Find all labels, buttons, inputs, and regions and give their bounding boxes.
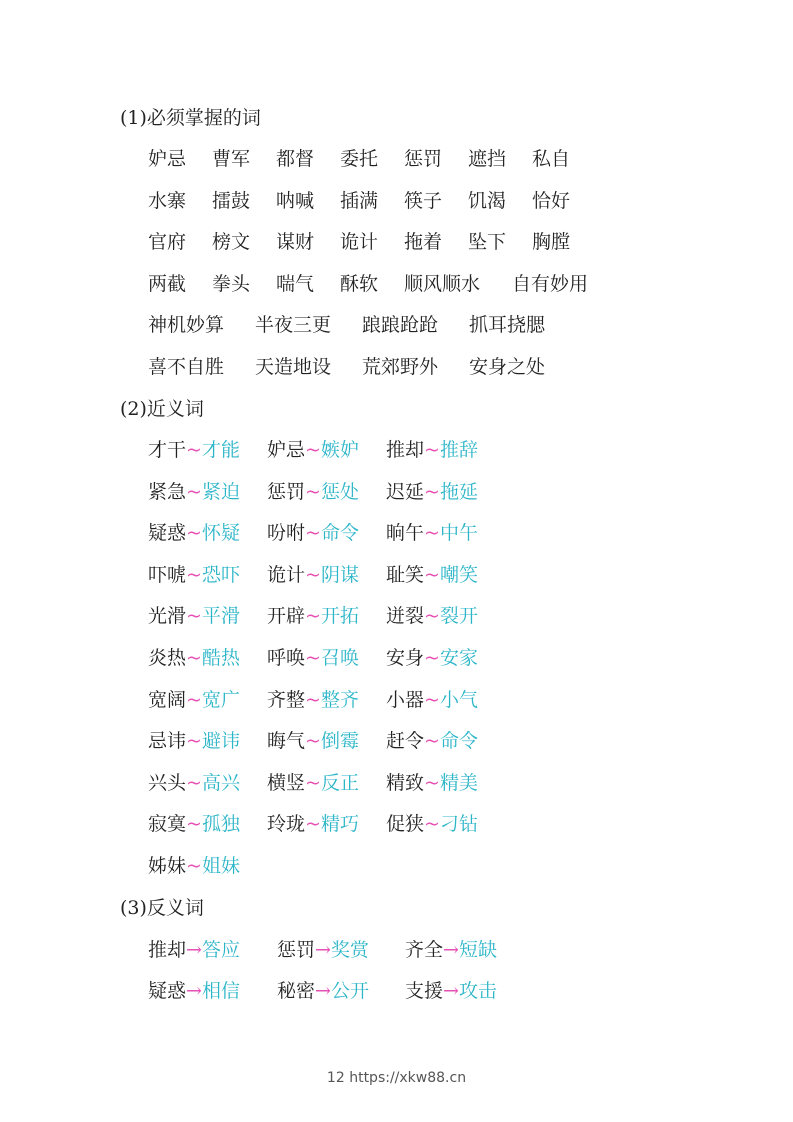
- synonym-pair: [386, 688, 478, 712]
- pair-separator: ~: [305, 439, 321, 461]
- vocab-word: 诡计: [340, 231, 379, 253]
- pair-answer: 惩处: [320, 481, 359, 503]
- pair-separator: ~: [186, 772, 202, 794]
- pair-answer: 整齐: [320, 689, 359, 711]
- vocab-word: 筷子: [404, 190, 443, 212]
- pair-answer: 拖延: [439, 481, 478, 503]
- pair-separator: ~: [305, 730, 321, 752]
- synonym-pair: [148, 729, 240, 753]
- pair-word: 吓唬: [148, 564, 187, 586]
- pair-answer: 精巧: [320, 813, 359, 835]
- pair-answer: 召唤: [320, 647, 359, 669]
- pair-separator: ~: [424, 481, 440, 503]
- pair-answer: 安家: [439, 647, 478, 669]
- pair-answer: 答应: [201, 939, 240, 961]
- synonym-pair: [386, 604, 478, 628]
- pair-separator: →: [443, 939, 459, 961]
- vocab-word: 插满: [340, 190, 379, 212]
- vocab-word: 水寨: [148, 190, 187, 212]
- pair-word: 横竖: [267, 772, 306, 794]
- pair-answer: 裂开: [439, 605, 478, 627]
- pair-word: 宽阔: [148, 689, 187, 711]
- pair-separator: ~: [186, 439, 202, 461]
- vocab-word: 曹军: [212, 148, 251, 170]
- vocab-word: 自有妙用: [512, 273, 589, 295]
- vocab-word: 两截: [148, 273, 187, 295]
- pair-answer: 奖赏: [330, 939, 369, 961]
- pair-word: 齐全: [405, 939, 444, 961]
- vocab-word: 半夜三更: [255, 314, 332, 336]
- pair-separator: →: [443, 980, 459, 1002]
- synonym-pair: [148, 563, 240, 587]
- pair-separator: ~: [424, 439, 440, 461]
- synonym-pair: [386, 812, 478, 836]
- pair-word: 惩罚: [277, 939, 316, 961]
- pair-word: 支援: [405, 980, 444, 1002]
- pair-word: 推却: [386, 439, 425, 461]
- pair-word: 疑惑: [148, 522, 187, 544]
- pair-word: 开辟: [267, 605, 306, 627]
- vocab-word: 呐喊: [276, 190, 315, 212]
- synonym-pair: [148, 604, 240, 628]
- synonym-pair: [267, 729, 359, 753]
- pair-word: 惩罚: [267, 481, 306, 503]
- pair-word: 迸裂: [386, 605, 425, 627]
- pair-answer: 公开: [330, 980, 369, 1002]
- antonym-pair: [405, 979, 497, 1003]
- vocab-word: 委托: [340, 148, 379, 170]
- pair-answer: 小气: [439, 689, 478, 711]
- pair-word: 促狭: [386, 813, 425, 835]
- synonym-pair: [267, 563, 359, 587]
- pair-word: 忌讳: [148, 730, 187, 752]
- pair-word: 耻笑: [386, 564, 425, 586]
- pair-separator: ~: [186, 605, 202, 627]
- vocab-word: 胸膛: [532, 231, 571, 253]
- pair-word: 迟延: [386, 481, 425, 503]
- pair-answer: 相信: [201, 980, 240, 1002]
- pair-word: 精致: [386, 772, 425, 794]
- pair-answer: 刁钻: [439, 813, 478, 835]
- pair-answer: 嘲笑: [439, 564, 478, 586]
- pair-answer: 阴谋: [320, 564, 359, 586]
- synonym-pair: [267, 812, 359, 836]
- antonym-pair: [405, 938, 497, 962]
- pair-answer: 孤独: [201, 813, 240, 835]
- pair-separator: ~: [424, 522, 440, 544]
- synonym-pair: [148, 854, 240, 878]
- pair-answer: 姐妹: [201, 855, 240, 877]
- pair-word: 秘密: [277, 980, 316, 1002]
- synonym-pair: [386, 521, 478, 545]
- pair-answer: 怀疑: [201, 522, 240, 544]
- pair-word: 晌午: [386, 522, 425, 544]
- vocab-word: 官府: [148, 231, 187, 253]
- pair-separator: ~: [305, 772, 321, 794]
- vocab-word: 抓耳挠腮: [469, 314, 546, 336]
- pair-separator: →: [315, 939, 331, 961]
- vocab-word: 恰好: [532, 190, 571, 212]
- footer-url: https://xkw88.cn: [349, 1070, 467, 1086]
- synonym-pair: [386, 771, 478, 795]
- pair-word: 紧急: [148, 481, 187, 503]
- pair-answer: 才能: [201, 439, 240, 461]
- pair-word: 妒忌: [267, 439, 306, 461]
- pair-answer: 精美: [439, 772, 478, 794]
- vocab-word: 拳头: [212, 273, 251, 295]
- synonym-pair: [148, 688, 240, 712]
- pair-separator: ~: [186, 689, 202, 711]
- synonym-pair: [386, 729, 478, 753]
- synonym-pair: [148, 438, 240, 462]
- pair-separator: →: [315, 980, 331, 1002]
- pair-answer: 嫉妒: [320, 439, 359, 461]
- synonym-pair: [148, 521, 240, 545]
- synonym-pair: [386, 563, 478, 587]
- synonym-pair: [267, 521, 359, 545]
- pair-word: 玲珑: [267, 813, 306, 835]
- vocab-word: 都督: [276, 148, 315, 170]
- pair-separator: ~: [305, 481, 321, 503]
- vocab-word: 安身之处: [469, 356, 546, 378]
- vocab-word: 榜文: [212, 231, 251, 253]
- pair-answer: 中午: [439, 522, 478, 544]
- vocab-word: 踉踉跄跄: [362, 314, 439, 336]
- pair-answer: 宽广: [201, 689, 240, 711]
- antonym-pair: [277, 979, 369, 1003]
- vocab-word: 荒郊野外: [362, 356, 439, 378]
- pair-answer: 恐吓: [201, 564, 240, 586]
- pair-answer: 命令: [439, 730, 478, 752]
- vocab-word: 惩罚: [404, 148, 443, 170]
- pair-separator: ~: [186, 730, 202, 752]
- pair-separator: ~: [305, 813, 321, 835]
- vocab-word: 喜不自胜: [148, 356, 225, 378]
- pair-word: 炎热: [148, 647, 187, 669]
- pair-answer: 酷热: [201, 647, 240, 669]
- vocab-word: 谋财: [276, 231, 315, 253]
- antonym-pair: [277, 938, 369, 962]
- pair-answer: 命令: [320, 522, 359, 544]
- pair-answer: 短缺: [458, 939, 497, 961]
- synonym-pair: [386, 646, 478, 670]
- pair-separator: ~: [305, 564, 321, 586]
- pair-separator: ~: [424, 605, 440, 627]
- pair-separator: ~: [186, 855, 202, 877]
- pair-separator: ~: [424, 689, 440, 711]
- vocab-word: 遮挡: [468, 148, 507, 170]
- vocab-word: 坠下: [468, 231, 507, 253]
- pair-answer: 反正: [320, 772, 359, 794]
- synonym-pair: [148, 646, 240, 670]
- pair-separator: ~: [305, 522, 321, 544]
- pair-word: 才干: [148, 439, 187, 461]
- synonym-pair: [148, 771, 240, 795]
- synonym-pair: [148, 812, 240, 836]
- pair-word: 晦气: [267, 730, 306, 752]
- section2-heading: (2)近义词: [120, 398, 204, 420]
- antonym-pair: [148, 979, 240, 1003]
- pair-separator: ~: [305, 647, 321, 669]
- section1-heading: (1)必须掌握的词: [120, 107, 261, 129]
- synonym-pair: [386, 480, 478, 504]
- pair-separator: ~: [186, 813, 202, 835]
- synonym-pair: [267, 771, 359, 795]
- pair-answer: 避讳: [201, 730, 240, 752]
- pair-word: 呼唤: [267, 647, 306, 669]
- section3-heading: (3)反义词: [120, 897, 204, 919]
- pair-word: 寂寞: [148, 813, 187, 835]
- pair-word: 疑惑: [148, 980, 187, 1002]
- vocab-word: 拖着: [404, 231, 443, 253]
- pair-word: 安身: [386, 647, 425, 669]
- pair-word: 兴头: [148, 772, 187, 794]
- pair-separator: ~: [424, 647, 440, 669]
- pair-separator: ~: [186, 564, 202, 586]
- synonym-pair: [267, 480, 359, 504]
- pair-separator: ~: [186, 481, 202, 503]
- vocab-word: 喘气: [276, 273, 315, 295]
- vocab-word: 私自: [532, 148, 571, 170]
- pair-separator: ~: [305, 605, 321, 627]
- synonym-pair: [148, 480, 240, 504]
- vocab-word: 妒忌: [148, 148, 187, 170]
- pair-separator: ~: [305, 689, 321, 711]
- pair-separator: ~: [424, 772, 440, 794]
- vocab-word: 神机妙算: [148, 314, 225, 336]
- vocab-word: 天造地设: [255, 356, 332, 378]
- pair-word: 小器: [386, 689, 425, 711]
- pair-word: 诡计: [267, 564, 306, 586]
- pair-separator: ~: [424, 813, 440, 835]
- synonym-pair: [267, 688, 359, 712]
- antonym-pair: [148, 938, 240, 962]
- vocab-word: 酥软: [340, 273, 379, 295]
- vocab-word: 擂鼓: [212, 190, 251, 212]
- pair-word: 齐整: [267, 689, 306, 711]
- pair-word: 吩咐: [267, 522, 306, 544]
- pair-answer: 紧迫: [201, 481, 240, 503]
- pair-separator: ~: [186, 647, 202, 669]
- pair-answer: 攻击: [458, 980, 497, 1002]
- synonym-pair: [267, 604, 359, 628]
- pair-word: 赶令: [386, 730, 425, 752]
- synonym-pair: [386, 438, 478, 462]
- pair-answer: 平滑: [201, 605, 240, 627]
- vocab-word: 饥渴: [468, 190, 507, 212]
- pair-word: 姊妹: [148, 855, 187, 877]
- pair-answer: 倒霉: [320, 730, 359, 752]
- pair-answer: 高兴: [201, 772, 240, 794]
- page-number: 12: [326, 1070, 345, 1086]
- pair-answer: 开拓: [320, 605, 359, 627]
- pair-word: 推却: [148, 939, 187, 961]
- synonym-pair: [267, 646, 359, 670]
- page-footer: [0, 1070, 793, 1086]
- pair-separator: →: [186, 939, 202, 961]
- pair-separator: →: [186, 980, 202, 1002]
- pair-separator: ~: [424, 564, 440, 586]
- pair-answer: 推辞: [439, 439, 478, 461]
- pair-separator: ~: [424, 730, 440, 752]
- synonym-pair: [267, 438, 359, 462]
- pair-separator: ~: [186, 522, 202, 544]
- vocab-word: 顺风顺水: [404, 273, 481, 295]
- pair-word: 光滑: [148, 605, 187, 627]
